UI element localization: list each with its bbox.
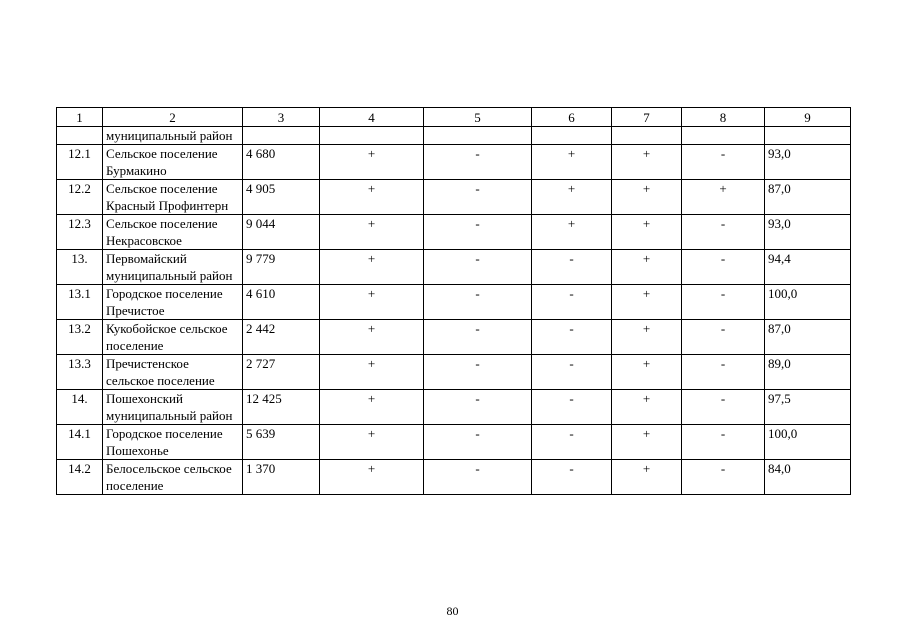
population-cell: 9 044 <box>243 215 320 250</box>
percent-cell: 94,4 <box>765 250 851 285</box>
population-cell: 4 610 <box>243 285 320 320</box>
percent-cell: 87,0 <box>765 320 851 355</box>
percent-cell: 87,0 <box>765 180 851 215</box>
name-cell: Городское поселение Пречистое <box>103 285 243 320</box>
col4-cell: + <box>320 425 424 460</box>
population-cell: 1 370 <box>243 460 320 495</box>
col5-cell: - <box>424 320 532 355</box>
col5-cell: - <box>424 390 532 425</box>
col6-cell: - <box>532 250 612 285</box>
col5-cell: - <box>424 145 532 180</box>
column-header-5: 5 <box>424 108 532 127</box>
table-row <box>57 285 851 320</box>
table-row <box>57 180 851 215</box>
percent-cell <box>765 127 851 145</box>
col6-cell: + <box>532 145 612 180</box>
percent-cell: 89,0 <box>765 355 851 390</box>
col8-cell: - <box>682 425 765 460</box>
col4-cell: + <box>320 355 424 390</box>
percent-cell: 84,0 <box>765 460 851 495</box>
col8-cell: - <box>682 390 765 425</box>
page-number: 80 <box>446 604 459 618</box>
row-number-cell: 12.2 <box>57 180 103 215</box>
table-row <box>57 215 851 250</box>
percent-cell: 97,5 <box>765 390 851 425</box>
col8-cell: - <box>682 320 765 355</box>
name-cell: Пречистенское сельское поселение <box>103 355 243 390</box>
population-cell: 4 680 <box>243 145 320 180</box>
col5-cell: - <box>424 355 532 390</box>
table-row <box>57 145 851 180</box>
col7-cell: + <box>612 250 682 285</box>
col6-cell: - <box>532 320 612 355</box>
row-number-cell: 13.2 <box>57 320 103 355</box>
population-cell: 2 727 <box>243 355 320 390</box>
col7-cell: + <box>612 460 682 495</box>
col6-cell: - <box>532 425 612 460</box>
col8-cell: - <box>682 355 765 390</box>
col4-cell: + <box>320 285 424 320</box>
name-cell: Первомайский муниципальный район <box>103 250 243 285</box>
col8-cell: - <box>682 250 765 285</box>
name-cell: муниципальный район <box>103 127 243 145</box>
col8-cell: - <box>682 285 765 320</box>
col8-cell: - <box>682 145 765 180</box>
percent-cell: 93,0 <box>765 145 851 180</box>
table-row <box>57 425 851 460</box>
col7-cell <box>612 127 682 145</box>
column-header-4: 4 <box>320 108 424 127</box>
population-cell: 4 905 <box>243 180 320 215</box>
header-row <box>57 108 851 127</box>
table-row <box>57 320 851 355</box>
col7-cell: + <box>612 180 682 215</box>
data-table <box>56 107 851 495</box>
row-number-cell: 14.1 <box>57 425 103 460</box>
col6-cell: - <box>532 285 612 320</box>
col4-cell: + <box>320 250 424 285</box>
table-row <box>57 460 851 495</box>
population-cell: 9 779 <box>243 250 320 285</box>
population-cell: 12 425 <box>243 390 320 425</box>
col7-cell: + <box>612 425 682 460</box>
col7-cell: + <box>612 320 682 355</box>
col7-cell: + <box>612 285 682 320</box>
column-header-2: 2 <box>103 108 243 127</box>
name-cell: Пошехонский муниципальный район <box>103 390 243 425</box>
col8-cell: - <box>682 215 765 250</box>
row-number-cell: 14.2 <box>57 460 103 495</box>
col8-cell: - <box>682 460 765 495</box>
population-cell: 5 639 <box>243 425 320 460</box>
col8-cell: + <box>682 180 765 215</box>
col4-cell: + <box>320 390 424 425</box>
col5-cell <box>424 127 532 145</box>
col6-cell: - <box>532 390 612 425</box>
row-number-cell: 14. <box>57 390 103 425</box>
col4-cell: + <box>320 320 424 355</box>
name-cell: Сельское поселение Бурмакино <box>103 145 243 180</box>
column-header-8: 8 <box>682 108 765 127</box>
col5-cell: - <box>424 180 532 215</box>
col7-cell: + <box>612 145 682 180</box>
col5-cell: - <box>424 215 532 250</box>
col4-cell: + <box>320 215 424 250</box>
row-number-cell <box>57 127 103 145</box>
row-number-cell: 13. <box>57 250 103 285</box>
row-number-cell: 13.3 <box>57 355 103 390</box>
percent-cell: 100,0 <box>765 425 851 460</box>
name-cell: Сельское поселение Некрасовское <box>103 215 243 250</box>
name-cell: Сельское поселение Красный Профинтерн <box>103 180 243 215</box>
row-number-cell: 13.1 <box>57 285 103 320</box>
table-row <box>57 127 851 145</box>
name-cell: Городское поселение Пошехонье <box>103 425 243 460</box>
table-row <box>57 390 851 425</box>
column-header-9: 9 <box>765 108 851 127</box>
table-row <box>57 355 851 390</box>
col7-cell: + <box>612 355 682 390</box>
col5-cell: - <box>424 460 532 495</box>
percent-cell: 100,0 <box>765 285 851 320</box>
col7-cell: + <box>612 215 682 250</box>
column-header-7: 7 <box>612 108 682 127</box>
name-cell: Белосельское сельское поселение <box>103 460 243 495</box>
col8-cell <box>682 127 765 145</box>
col4-cell: + <box>320 460 424 495</box>
row-number-cell: 12.1 <box>57 145 103 180</box>
percent-cell: 93,0 <box>765 215 851 250</box>
column-header-1: 1 <box>57 108 103 127</box>
name-cell: Кукобойское сельское поселение <box>103 320 243 355</box>
row-number-cell: 12.3 <box>57 215 103 250</box>
col5-cell: - <box>424 250 532 285</box>
table-row <box>57 250 851 285</box>
column-header-3: 3 <box>243 108 320 127</box>
population-cell <box>243 127 320 145</box>
col6-cell: + <box>532 215 612 250</box>
col4-cell: + <box>320 180 424 215</box>
col4-cell <box>320 127 424 145</box>
table-body <box>57 127 851 495</box>
column-header-6: 6 <box>532 108 612 127</box>
col7-cell: + <box>612 390 682 425</box>
population-cell: 2 442 <box>243 320 320 355</box>
col6-cell: - <box>532 355 612 390</box>
col6-cell: + <box>532 180 612 215</box>
col5-cell: - <box>424 425 532 460</box>
col4-cell: + <box>320 145 424 180</box>
col6-cell: - <box>532 460 612 495</box>
col5-cell: - <box>424 285 532 320</box>
col6-cell <box>532 127 612 145</box>
